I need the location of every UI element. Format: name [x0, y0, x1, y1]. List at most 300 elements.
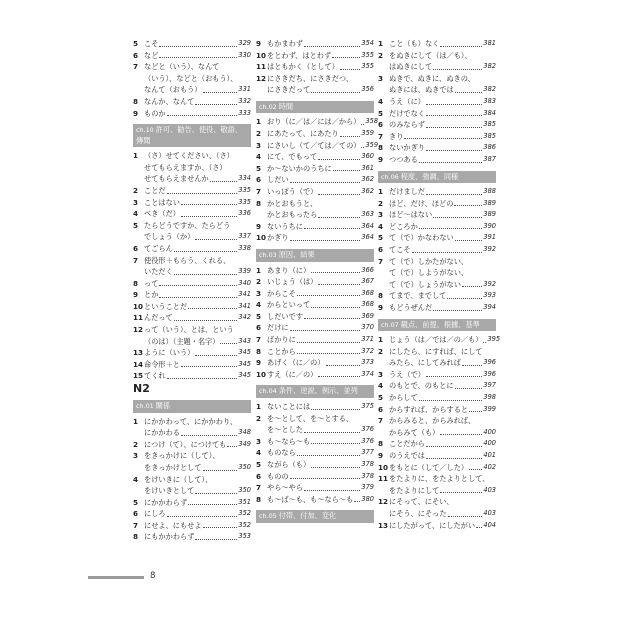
entry-body	[267, 482, 374, 494]
entry-line	[389, 154, 496, 166]
entry-page-number: 376	[361, 436, 374, 445]
toc-entry	[133, 278, 251, 290]
toc-entry	[378, 520, 496, 532]
entry-line	[389, 232, 496, 244]
section-header	[256, 385, 374, 398]
toc-entry	[256, 232, 374, 244]
dot-leader	[333, 170, 361, 171]
entry-page-number: 334	[238, 174, 251, 183]
entry-body	[389, 108, 496, 120]
toc-entry	[133, 243, 251, 255]
toc-entry	[256, 288, 374, 300]
section-title: 關係	[155, 401, 171, 411]
dot-leader	[174, 251, 238, 252]
dot-leader	[462, 286, 483, 287]
page-number: 8	[150, 571, 156, 581]
entry-number: 2	[133, 439, 139, 449]
entry-text: にそって、にそい、	[389, 497, 454, 507]
entry-text: きり	[389, 131, 404, 141]
entry-body	[267, 38, 374, 50]
entry-page-number: 342	[238, 313, 251, 322]
entry-page-number: 378	[361, 471, 374, 480]
entry-line	[267, 174, 374, 186]
entry-body	[389, 346, 496, 369]
entry-text: でしょう（か）	[144, 232, 195, 242]
entry-body	[267, 357, 374, 369]
entry-number: 10	[256, 50, 267, 60]
section-header	[256, 510, 374, 523]
entry-line	[267, 50, 374, 62]
dot-leader	[426, 458, 482, 459]
entry-number: 5	[378, 233, 384, 243]
entry-text: を～として、を～とする、	[267, 413, 354, 423]
entry-page-number: 389	[483, 210, 496, 219]
dot-leader	[318, 217, 360, 218]
entry-number: 8	[256, 198, 262, 208]
entry-number: 8	[256, 494, 262, 504]
entry-line	[144, 220, 251, 232]
entry-body	[144, 416, 251, 439]
toc-entry	[256, 299, 374, 311]
entry-text: 命令形＋と	[144, 359, 180, 369]
toc-entry	[378, 415, 496, 438]
entry-page-number: 377	[361, 448, 374, 457]
entry-page-number: 386	[483, 143, 496, 152]
entry-page-number: 366	[361, 265, 374, 274]
entry-page-number: 359	[361, 129, 374, 138]
entry-text: からみると、からみれば、	[389, 416, 476, 426]
entry-text: をとわず、はとわず	[267, 50, 332, 60]
entry-page-number: 367	[361, 277, 374, 286]
toc-entry	[133, 416, 251, 439]
entry-line	[389, 369, 496, 381]
entry-body	[267, 73, 374, 96]
entry-text: ように（いう）	[144, 348, 195, 358]
dot-leader	[167, 115, 238, 116]
entry-page-number: 332	[238, 96, 251, 105]
entry-page-number: 388	[483, 187, 496, 196]
toc-entry	[256, 322, 374, 334]
toc-entry	[133, 474, 251, 497]
entry-page-number: 343	[238, 336, 251, 345]
dot-leader	[311, 92, 360, 93]
entry-number: 3	[256, 140, 262, 150]
entry-number: 6	[378, 245, 384, 254]
entry-text: にせよ、にもせよ	[144, 520, 202, 530]
dot-leader	[195, 493, 237, 494]
entry-number: 11	[256, 62, 267, 72]
entry-text: せてもらえませんか	[144, 174, 209, 184]
entry-body	[144, 531, 251, 543]
entry-line	[389, 256, 496, 268]
entry-page-number: 333	[238, 108, 251, 117]
dot-leader	[311, 272, 360, 273]
entry-text: ばかりに	[267, 335, 296, 345]
toc-entry	[256, 346, 374, 358]
toc-entry	[378, 50, 496, 73]
entry-body	[389, 473, 496, 496]
entry-page-number: 335	[238, 185, 251, 194]
toc-entry	[256, 459, 374, 471]
dot-leader	[297, 342, 361, 343]
entry-body	[144, 38, 251, 50]
entry-body	[389, 380, 496, 392]
entry-page-number: 381	[483, 39, 496, 47]
toc-entry	[133, 38, 251, 50]
section-code: ch.05	[259, 512, 277, 521]
entry-text: とか	[144, 290, 159, 300]
entry-number: 1	[256, 117, 262, 127]
toc-entry	[378, 198, 496, 210]
entry-number: 8	[133, 532, 139, 542]
entry-body	[144, 450, 251, 473]
entry-line	[267, 209, 374, 221]
entry-number: 2	[133, 185, 139, 195]
entry-text: んだって	[144, 313, 173, 323]
entry-text: も～ば～も、も～なら～も	[267, 494, 354, 504]
entry-body	[389, 415, 496, 438]
dot-leader	[290, 478, 361, 479]
entry-line	[144, 347, 251, 359]
entry-page-number: 373	[361, 358, 374, 367]
entry-page-number: 400	[483, 439, 496, 448]
entry-page-number: 349	[238, 439, 251, 448]
entry-line	[267, 84, 374, 96]
entry-text: をけいきに（して）、	[144, 474, 213, 484]
entry-number: 9	[133, 108, 139, 118]
dot-leader	[203, 92, 238, 93]
toc-entry	[133, 324, 251, 347]
entry-text: もかまわず	[267, 39, 303, 48]
entry-body	[267, 163, 374, 175]
entry-number: 1	[133, 416, 139, 426]
entry-body	[144, 347, 251, 359]
entry-text: だけでなく	[389, 108, 425, 118]
entry-text: やら～やら	[267, 483, 303, 493]
entry-number: 4	[378, 96, 384, 106]
entry-line	[389, 221, 496, 233]
entry-text: いっぽう（で）	[267, 187, 318, 197]
entry-text: からすれば、からすると	[389, 404, 469, 414]
entry-page-number: 397	[483, 381, 496, 390]
entry-number: 2	[256, 129, 262, 139]
dot-leader	[419, 400, 483, 401]
toc-entry	[256, 447, 374, 459]
entry-number: 7	[133, 62, 139, 72]
toc-entry	[378, 221, 496, 233]
entry-line	[389, 131, 496, 143]
entry-body	[144, 312, 251, 324]
entry-text: にさきだち、にさきだつ、	[267, 73, 353, 83]
entry-body	[267, 116, 379, 128]
entry-line	[144, 301, 251, 313]
entry-page-number: 384	[483, 108, 496, 117]
entry-text: （いう）、などと（おもう）、	[144, 73, 238, 83]
entry-text: てまで、までして	[389, 291, 447, 301]
toc-entry	[133, 108, 251, 120]
entry-body	[389, 462, 496, 474]
dot-leader	[433, 310, 482, 311]
entry-line	[267, 459, 374, 471]
entry-text: にそう、にそった	[389, 508, 447, 518]
entry-number: 7	[256, 483, 262, 493]
dot-leader	[195, 539, 237, 540]
entry-text: など	[144, 50, 159, 60]
toc-entry	[133, 312, 251, 324]
entry-text: をたよりにして	[389, 485, 440, 495]
toc-entry	[256, 38, 374, 50]
toc-entry	[378, 142, 496, 154]
entry-number: 7	[133, 255, 139, 265]
entry-body	[389, 520, 496, 532]
dot-leader	[181, 204, 237, 205]
entry-text: にあたって、にあたり	[267, 129, 339, 139]
entry-text: からして	[389, 393, 418, 403]
dot-leader	[174, 320, 238, 321]
entry-number: 12	[133, 325, 144, 335]
toc-entry	[256, 128, 374, 140]
entry-number: 1	[256, 265, 262, 275]
entry-number: 8	[133, 278, 139, 288]
entry-line	[389, 186, 496, 198]
entry-page-number: 336	[238, 209, 251, 218]
entry-body	[267, 198, 374, 221]
entry-body	[267, 311, 374, 323]
entry-page-number: 337	[238, 232, 251, 241]
dot-leader	[419, 228, 483, 229]
entry-page-number: 400	[483, 427, 496, 436]
entry-line	[144, 531, 251, 543]
entry-line	[144, 508, 251, 520]
section-title: 条件、逆説、例示、並列	[278, 386, 358, 396]
entry-number: 6	[378, 404, 384, 414]
entry-body	[389, 369, 496, 381]
entry-body	[144, 243, 251, 255]
dot-leader	[476, 527, 482, 528]
entry-page-number: 395	[487, 335, 501, 344]
toc-entry	[378, 290, 496, 302]
entry-page-number: 383	[483, 96, 496, 105]
entry-line	[389, 290, 496, 302]
dot-leader	[318, 159, 360, 160]
entry-line	[389, 267, 496, 279]
entry-number: 5	[133, 39, 139, 48]
entry-line	[267, 265, 374, 277]
toc-entry	[378, 154, 496, 166]
entry-page-number: 350	[238, 486, 251, 495]
entry-page-number: 398	[483, 393, 496, 402]
entry-line	[144, 73, 251, 85]
entry-text: しだいです	[267, 311, 303, 321]
entry-number: 8	[378, 291, 384, 301]
entry-page-number: 362	[361, 187, 374, 196]
dot-leader	[318, 284, 360, 285]
entry-page-number: 375	[361, 401, 374, 410]
entry-page-number: 404	[483, 520, 496, 529]
entry-line	[389, 357, 496, 369]
entry-text: すえ（に／の）	[267, 369, 318, 379]
toc-entry	[133, 185, 251, 197]
dot-leader	[483, 342, 486, 343]
entry-line	[144, 84, 251, 96]
entry-line	[389, 302, 496, 314]
entry-text: にしたら、にすれば、にして	[389, 346, 483, 356]
entry-number: 7	[378, 131, 384, 141]
toc-entry	[378, 232, 496, 244]
entry-text: をきっかけとして	[144, 462, 202, 472]
toc-entry	[133, 508, 251, 520]
entry-page-number: 385	[483, 131, 496, 140]
entry-body	[389, 244, 496, 256]
section-header	[378, 319, 496, 332]
entry-body	[389, 302, 496, 314]
dot-leader	[311, 409, 360, 410]
entry-body	[267, 276, 374, 288]
entry-number: 10	[378, 462, 389, 472]
entry-text: にかかわる	[144, 428, 180, 438]
entry-page-number: 396	[483, 358, 496, 367]
toc-entry	[256, 174, 374, 186]
dot-leader	[455, 388, 483, 389]
entry-number: 6	[256, 175, 262, 185]
entry-body	[389, 438, 496, 450]
entry-page-number: 372	[361, 346, 374, 355]
entry-line	[144, 289, 251, 301]
toc-entry	[133, 197, 251, 209]
entry-text: ないかぎり	[389, 143, 425, 153]
entry-page-number: 340	[238, 278, 251, 287]
entry-page-number: 354	[361, 39, 374, 47]
dot-leader	[188, 504, 237, 505]
toc-entry	[378, 462, 496, 474]
toc-entry	[256, 163, 374, 175]
entry-text: て（で）かなわない	[389, 233, 454, 243]
entry-text: にさきだって	[267, 85, 311, 95]
dot-leader	[297, 295, 361, 296]
entry-line	[267, 221, 374, 233]
entry-text: こそ	[144, 39, 159, 48]
dot-leader	[426, 150, 482, 151]
toc-entry	[378, 108, 496, 120]
entry-line	[144, 370, 251, 382]
entry-body	[267, 140, 379, 152]
entry-body	[389, 38, 496, 50]
dot-leader	[210, 181, 238, 182]
entry-body	[389, 186, 496, 198]
entry-body	[267, 221, 374, 233]
entry-number: 4	[378, 221, 384, 231]
dot-leader	[455, 240, 483, 241]
entry-body	[144, 439, 251, 451]
entry-line	[389, 473, 496, 485]
entry-line	[389, 462, 496, 474]
entry-number: 6	[133, 243, 139, 253]
toc-entry	[133, 301, 251, 313]
dot-leader	[304, 490, 360, 491]
entry-text: などと（いう）、なんて	[144, 62, 220, 72]
entry-page-number: 378	[361, 459, 374, 468]
entry-page-number: 380	[361, 494, 374, 503]
entry-text: って（いう）、とは、という	[144, 325, 234, 335]
entry-line	[267, 334, 374, 346]
section-code: ch.01	[136, 402, 154, 411]
entry-body	[267, 346, 374, 358]
entry-text: ということだ	[144, 301, 188, 311]
entry-body	[389, 232, 496, 244]
toc-column-1	[133, 38, 251, 543]
toc-entry	[133, 531, 251, 543]
entry-page-number: 396	[483, 369, 496, 378]
entry-body	[389, 96, 496, 108]
section-title: 程度、強調、同様	[400, 171, 459, 181]
dot-leader	[318, 194, 360, 195]
entry-number: 3	[378, 73, 384, 83]
entry-line	[389, 279, 496, 291]
entry-page-number: 402	[483, 462, 496, 471]
dot-leader	[440, 492, 482, 493]
entry-page-number: 359	[365, 140, 379, 149]
toc-entry	[378, 186, 496, 198]
entry-number: 5	[256, 163, 262, 173]
entry-text: てこそ	[389, 245, 411, 254]
entry-page-number: 350	[238, 462, 251, 471]
entry-page-number: 368	[361, 288, 374, 297]
section-title: 原因、結果	[278, 250, 315, 259]
entry-line	[144, 312, 251, 324]
entry-text: みたら、にしてみれば	[389, 358, 461, 368]
section-code: ch.10	[136, 126, 154, 135]
toc-entry	[133, 359, 251, 371]
entry-text: はぬきにして	[389, 62, 433, 72]
entry-body	[267, 232, 374, 244]
entry-text: て（で）しようがない、	[389, 268, 469, 278]
entry-text: ほど～はない	[389, 210, 433, 220]
entry-line	[144, 208, 251, 220]
entry-body	[144, 474, 251, 497]
entry-body	[389, 392, 496, 404]
entry-page-number: 361	[361, 163, 374, 172]
entry-number: 5	[378, 108, 384, 118]
section-header	[256, 249, 374, 262]
entry-page-number: 376	[361, 425, 374, 434]
entry-text: かぎり	[267, 233, 289, 243]
toc-entry	[256, 221, 374, 233]
entry-number: 6	[133, 509, 139, 519]
entry-text: 使役形＋もらう、くれる、	[144, 255, 231, 265]
entry-page-number: 363	[361, 210, 374, 219]
entry-page-number: 358	[365, 117, 379, 126]
toc-column-3	[378, 38, 501, 531]
entry-text: ないうちに	[267, 221, 303, 231]
entry-text: のみならず	[389, 120, 425, 130]
entry-page-number: 385	[483, 120, 496, 129]
entry-body	[144, 359, 251, 371]
entry-text: をけいきとして	[144, 486, 195, 496]
dot-leader	[311, 467, 360, 468]
entry-text: をたよりに、をたよりとして、	[389, 474, 490, 484]
dot-leader	[181, 366, 237, 367]
entry-page-number: 352	[238, 509, 251, 518]
toc-entry	[133, 61, 251, 96]
entry-line	[389, 73, 496, 85]
dot-leader	[404, 138, 482, 139]
toc-entry	[133, 50, 251, 62]
entry-page-number: 389	[483, 198, 496, 207]
entry-page-number: 387	[483, 154, 496, 163]
entry-number: 1	[256, 401, 262, 411]
entry-number: 4	[133, 209, 139, 219]
entry-text: こと（も）なく	[389, 39, 440, 48]
